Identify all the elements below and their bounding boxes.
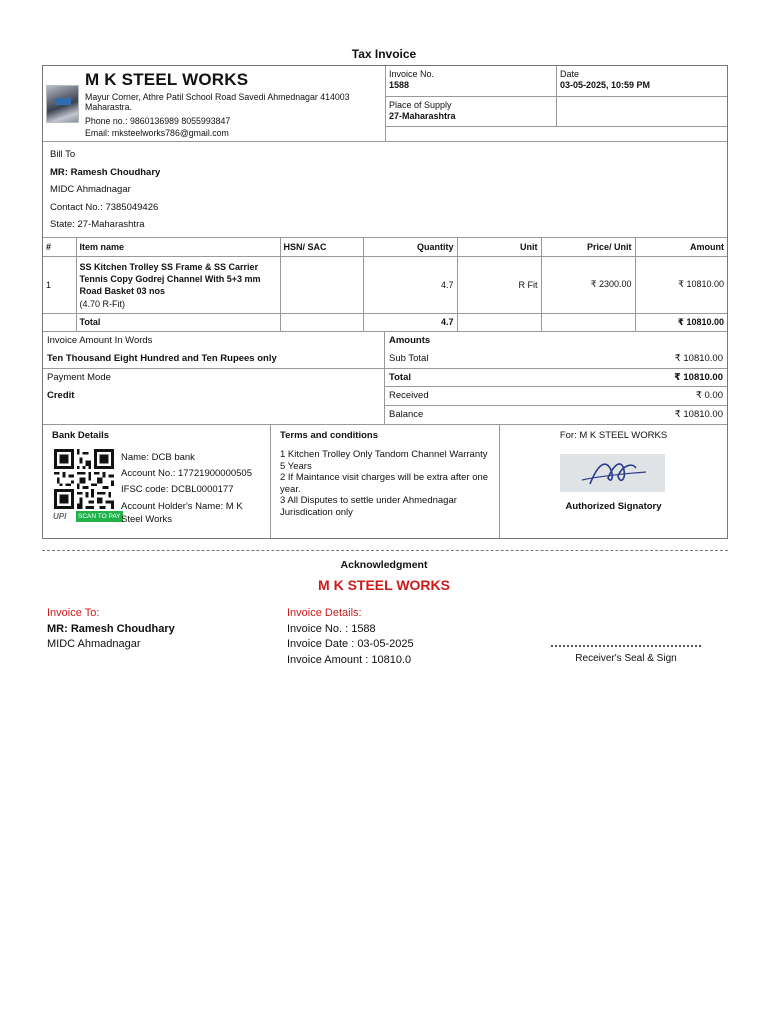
- terms-text: [280, 449, 490, 518]
- words-block: [43, 332, 385, 425]
- col-header-amount: Amount: [635, 238, 727, 256]
- signature-icon: [560, 454, 665, 492]
- ack-details-label: Invoice Details:: [287, 607, 362, 619]
- sub-total-row: [385, 350, 727, 369]
- items-table: [43, 238, 727, 332]
- items-header-row: [43, 238, 727, 256]
- empty-cell: [557, 97, 727, 127]
- signatory-section: [500, 425, 727, 538]
- received-row: [385, 387, 727, 406]
- balance-value: ₹ 10810.00: [674, 408, 723, 420]
- table-row: [43, 256, 727, 313]
- bank-account: Account No.: 17721900000505: [121, 468, 252, 479]
- upi-logo: UPI: [53, 512, 67, 521]
- bank-name: Name: DCB bank: [121, 452, 195, 463]
- row-num: 1: [43, 256, 76, 313]
- ack-invoice-details: [287, 606, 414, 668]
- qr-code-image: [52, 449, 116, 509]
- bill-to-state: State: 27-Maharashtra: [50, 219, 145, 230]
- col-header-hsn: HSN/ SAC: [280, 238, 363, 256]
- seal-line: [551, 645, 701, 647]
- ack-invoice-to-label: Invoice To:: [47, 607, 100, 619]
- amount-total-label: Total: [389, 371, 411, 383]
- ack-details-amount: Invoice Amount : 10810.0: [287, 653, 412, 666]
- terms-label: Terms and conditions: [280, 430, 379, 441]
- signatory-for: For: M K STEEL WORKS: [559, 430, 668, 441]
- col-header-item: Item name: [76, 238, 280, 256]
- payment-mode-value: Credit: [47, 390, 75, 401]
- row-hsn: [280, 256, 363, 313]
- amounts-block: [385, 332, 727, 425]
- row-price: ₹ 2300.00: [541, 256, 635, 313]
- bank-holder: Account Holder's Name: M K Steel Works: [121, 501, 243, 525]
- company-email: Email: mksteelworks786@gmail.com: [85, 128, 229, 138]
- bank-info: [121, 450, 261, 526]
- place-label: Place of Supply: [389, 100, 452, 110]
- company-phone: Phone no.: 9860136989 8055993847: [85, 116, 231, 126]
- row-unit: R Fit: [457, 256, 541, 313]
- ack-details-no: Invoice No. : 1588: [287, 622, 376, 635]
- invoice-no-label: Invoice No.: [389, 69, 435, 79]
- bill-to-address: MIDC Ahmadnagar: [50, 184, 131, 195]
- terms-line: 1 Kitchen Trolley Only Tandom Channel Warranty 5 Years: [280, 449, 488, 472]
- total-row: [43, 313, 727, 331]
- balance-label: Balance: [389, 408, 424, 420]
- summary-section: [43, 332, 727, 426]
- total-amount: ₹ 10810.00: [635, 313, 727, 331]
- col-header-unit: Unit: [457, 238, 541, 256]
- amount-total-row: [385, 369, 727, 388]
- received-value: ₹ 0.00: [695, 390, 723, 401]
- company-block: [43, 66, 385, 141]
- total-label: Total: [76, 313, 280, 331]
- balance-row: [385, 406, 727, 425]
- amount-total-value: ₹ 10810.00: [674, 371, 723, 383]
- bank-ifsc: IFSC code: DCBL0000177: [121, 484, 234, 495]
- place-cell: [386, 97, 557, 127]
- payment-mode-label: Payment Mode: [47, 371, 111, 383]
- invoice-no-value: 1588: [389, 80, 410, 90]
- date-cell: [557, 66, 727, 97]
- words-label: Invoice Amount In Words: [47, 334, 153, 346]
- words-value: Ten Thousand Eight Hundred and Ten Rupees only: [43, 350, 384, 369]
- sub-total-value: ₹ 10810.00: [674, 353, 723, 364]
- col-header-price: Price/ Unit: [541, 238, 635, 256]
- meta-spacer: [386, 127, 727, 142]
- bill-to-contact: Contact No.: 7385049426: [50, 201, 159, 213]
- tear-line: [42, 550, 728, 551]
- row-item-name: SS Kitchen Trolley SS Frame & SS Carrier Tennis Copy Godrej Channel With 5+3 mm Road Basket 03 nos: [79, 261, 261, 296]
- date-label: Date: [560, 69, 580, 79]
- receiver-seal-label: Receiver's Seal & Sign: [575, 653, 677, 664]
- invoice-no-cell: [386, 66, 557, 97]
- scan-to-pay-badge: SCAN TO PAY: [78, 513, 121, 520]
- footer-section: [43, 425, 727, 538]
- col-header-qty: Quantity: [363, 238, 457, 256]
- sub-total-label: Sub Total: [389, 353, 429, 364]
- date-value: 03-05-2025, 10:59 PM: [560, 80, 651, 90]
- bill-to-label: Bill To: [50, 149, 76, 160]
- ack-to-name: MR: Ramesh Choudhary: [47, 622, 175, 635]
- terms-line: 2 If Maintance visit charges will be extra after one year.: [280, 472, 489, 495]
- row-item-sub: (4.70 R-Fit): [79, 298, 126, 309]
- bank-details: [43, 425, 271, 538]
- company-address: Mayur Corner, Athre Patil School Road Savedi Ahmednagar 414003 Maharastra.: [85, 92, 350, 112]
- terms-section: [271, 425, 500, 538]
- received-label: Received: [389, 390, 429, 401]
- signature-image: [560, 454, 665, 492]
- signatory-label: Authorized Signatory: [565, 501, 662, 512]
- company-logo-image: [46, 85, 79, 123]
- row-qty: 4.7: [363, 256, 457, 313]
- bill-to-name: MR: Ramesh Choudhary: [50, 166, 161, 178]
- row-item-cell: [76, 256, 280, 313]
- terms-line: 3 All Disputes to settle under Ahmednagar Jurisdication only: [280, 495, 457, 518]
- invoice-sheet: [42, 65, 728, 539]
- ack-details-date: Invoice Date : 03-05-2025: [287, 638, 414, 650]
- amounts-label: Amounts: [389, 334, 431, 346]
- row-amount: ₹ 10810.00: [635, 256, 727, 313]
- total-qty: 4.7: [363, 313, 457, 331]
- invoice-meta: [385, 66, 727, 141]
- col-header-num: #: [43, 238, 76, 256]
- bill-to-section: [43, 142, 727, 238]
- ack-company: M K STEEL WORKS: [318, 577, 450, 593]
- bank-label: Bank Details: [52, 430, 110, 441]
- document-title: Tax Invoice: [351, 47, 417, 61]
- ack-title: Acknowledgment: [340, 559, 428, 571]
- company-name: M K STEEL WORKS: [85, 70, 249, 89]
- invoice-header: [43, 66, 727, 142]
- place-value: 27-Maharashtra: [389, 111, 456, 121]
- ack-to-address: MIDC Ahmadnagar: [47, 638, 141, 650]
- ack-invoice-to: [47, 606, 175, 653]
